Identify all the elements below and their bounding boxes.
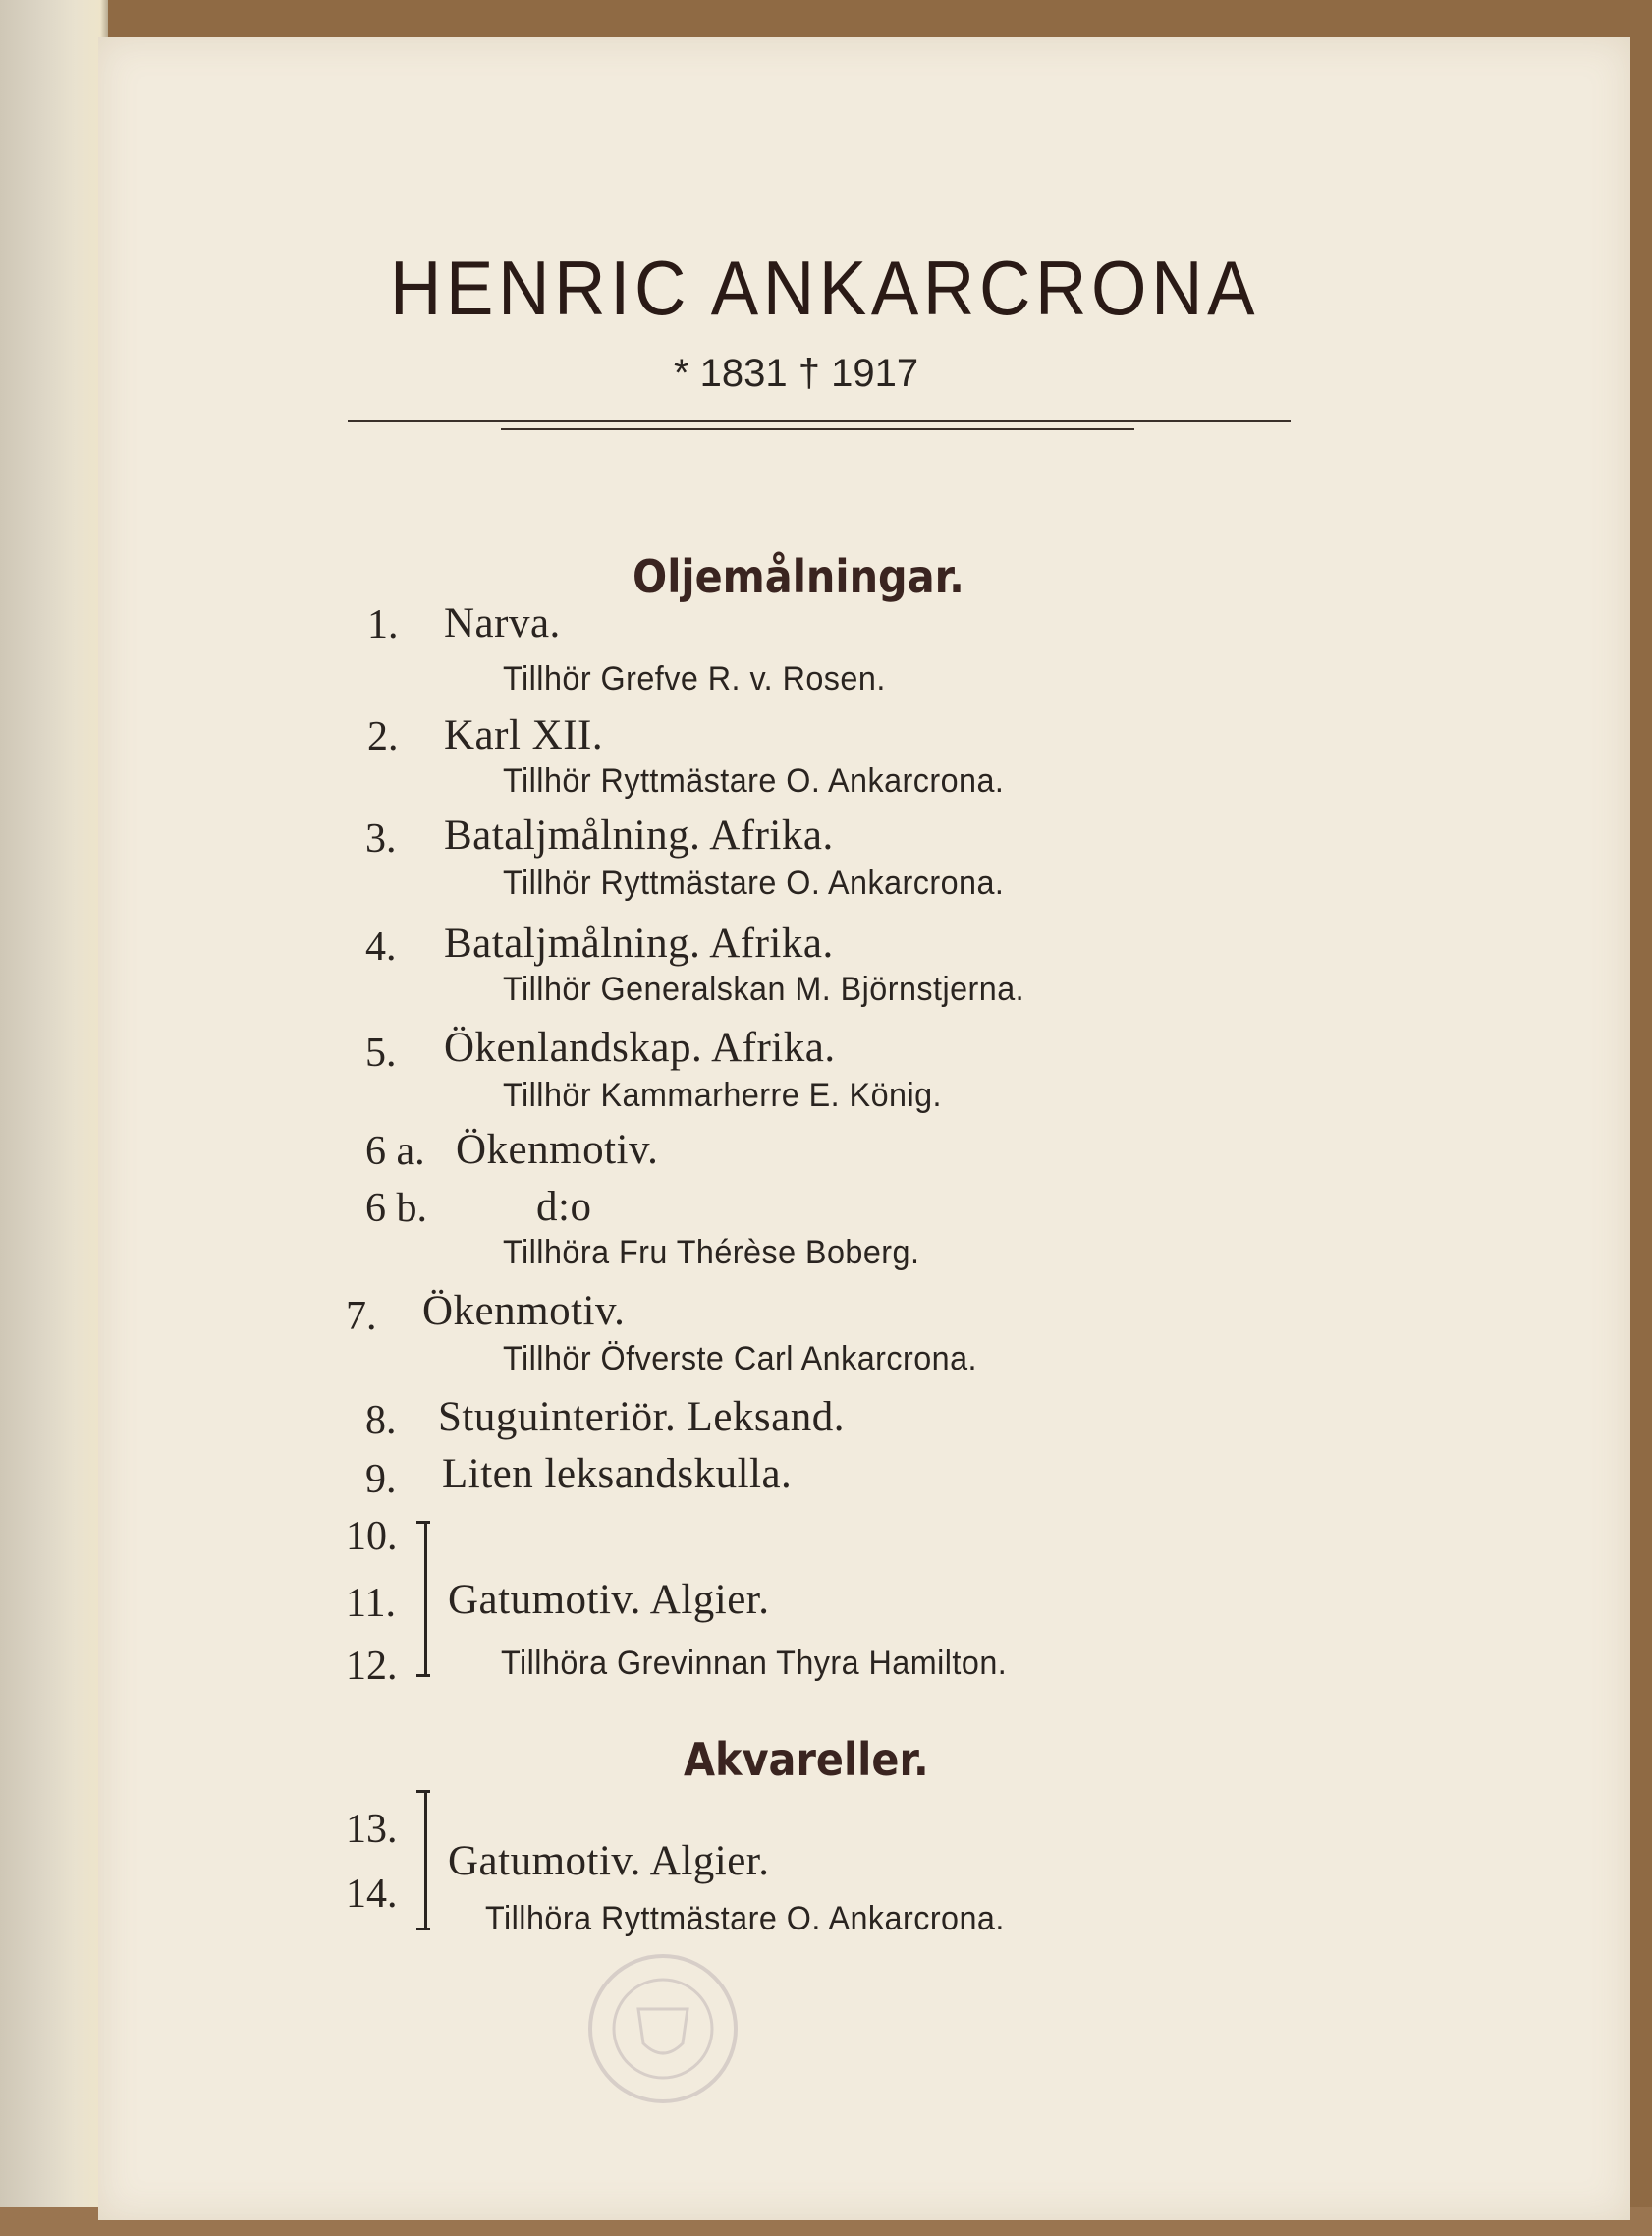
entry-title: Bataljmålning. Afrika. [444, 921, 834, 967]
entry-number: 10. [346, 1514, 398, 1559]
entry-title: Gatumotiv. Algier. [448, 1838, 770, 1884]
entry-title: Bataljmålning. Afrika. [444, 812, 834, 859]
entry-number: 12. [346, 1644, 398, 1689]
entry-owner: Tillhör Ryttmästare O. Ankarcrona. [503, 865, 1005, 902]
entry-title: Gatumotiv. Algier. [448, 1577, 770, 1623]
entry-number: 6 a. [365, 1129, 425, 1174]
entry-owner: Tillhör Ryttmästare O. Ankarcrona. [503, 762, 1005, 800]
grouping-brace [416, 1790, 427, 1929]
section-heading-oil-paintings: Oljemålningar. [633, 550, 964, 603]
entry-owner: Tillhör Grefve R. v. Rosen. [503, 660, 886, 698]
section-heading-watercolors: Akvareller. [684, 1733, 929, 1786]
entry-number: 8. [365, 1398, 397, 1443]
entry-number: 7. [346, 1294, 377, 1339]
entry-number: 14. [346, 1872, 398, 1917]
artist-name-title: HENRIC ANKARCRONA [390, 245, 1260, 331]
double-rule-bottom [501, 428, 1134, 430]
entry-number: 5. [365, 1031, 397, 1076]
entry-owner: Tillhöra Grevinnan Thyra Hamilton. [501, 1645, 1008, 1682]
life-dates: * 1831 † 1917 [674, 352, 919, 395]
grouping-brace-bottom [416, 1928, 430, 1930]
entry-title: d:o [536, 1184, 592, 1230]
entry-number: 3. [365, 816, 397, 862]
grouping-brace-bottom [416, 1674, 430, 1677]
entry-title: Liten leksandskulla. [442, 1451, 793, 1497]
entry-owner: Tillhör Öfverste Carl Ankarcrona. [503, 1340, 977, 1377]
entry-owner: Tillhöra Ryttmästare O. Ankarcrona. [485, 1900, 1005, 1937]
entry-number: 6 b. [365, 1186, 427, 1231]
entry-owner: Tillhör Generalskan M. Björnstjerna. [503, 971, 1025, 1008]
entry-title: Ökenmotiv. [456, 1127, 659, 1173]
entry-owner: Tillhör Kammarherre E. König. [503, 1077, 942, 1114]
grouping-brace [416, 1521, 427, 1676]
entry-number: 11. [346, 1581, 396, 1626]
entry-number: 9. [365, 1457, 397, 1502]
entry-title: Ökenlandskap. Afrika. [444, 1025, 836, 1071]
grouping-brace-top [416, 1790, 430, 1793]
grouping-brace-top [416, 1521, 430, 1524]
entry-number: 13. [346, 1807, 398, 1852]
entry-title: Ökenmotiv. [422, 1288, 626, 1334]
double-rule-top [348, 420, 1291, 422]
entry-number: 2. [367, 714, 399, 759]
entry-owner: Tillhöra Fru Thérèse Boberg. [503, 1234, 920, 1271]
entry-title: Narva. [444, 600, 561, 646]
entry-number: 1. [367, 602, 399, 647]
library-stamp-icon [584, 1950, 742, 2107]
entry-title: Stuguinteriör. Leksand. [438, 1394, 845, 1440]
entry-number: 4. [365, 924, 397, 970]
entry-title: Karl XII. [444, 712, 604, 758]
book-binding [0, 0, 108, 2236]
